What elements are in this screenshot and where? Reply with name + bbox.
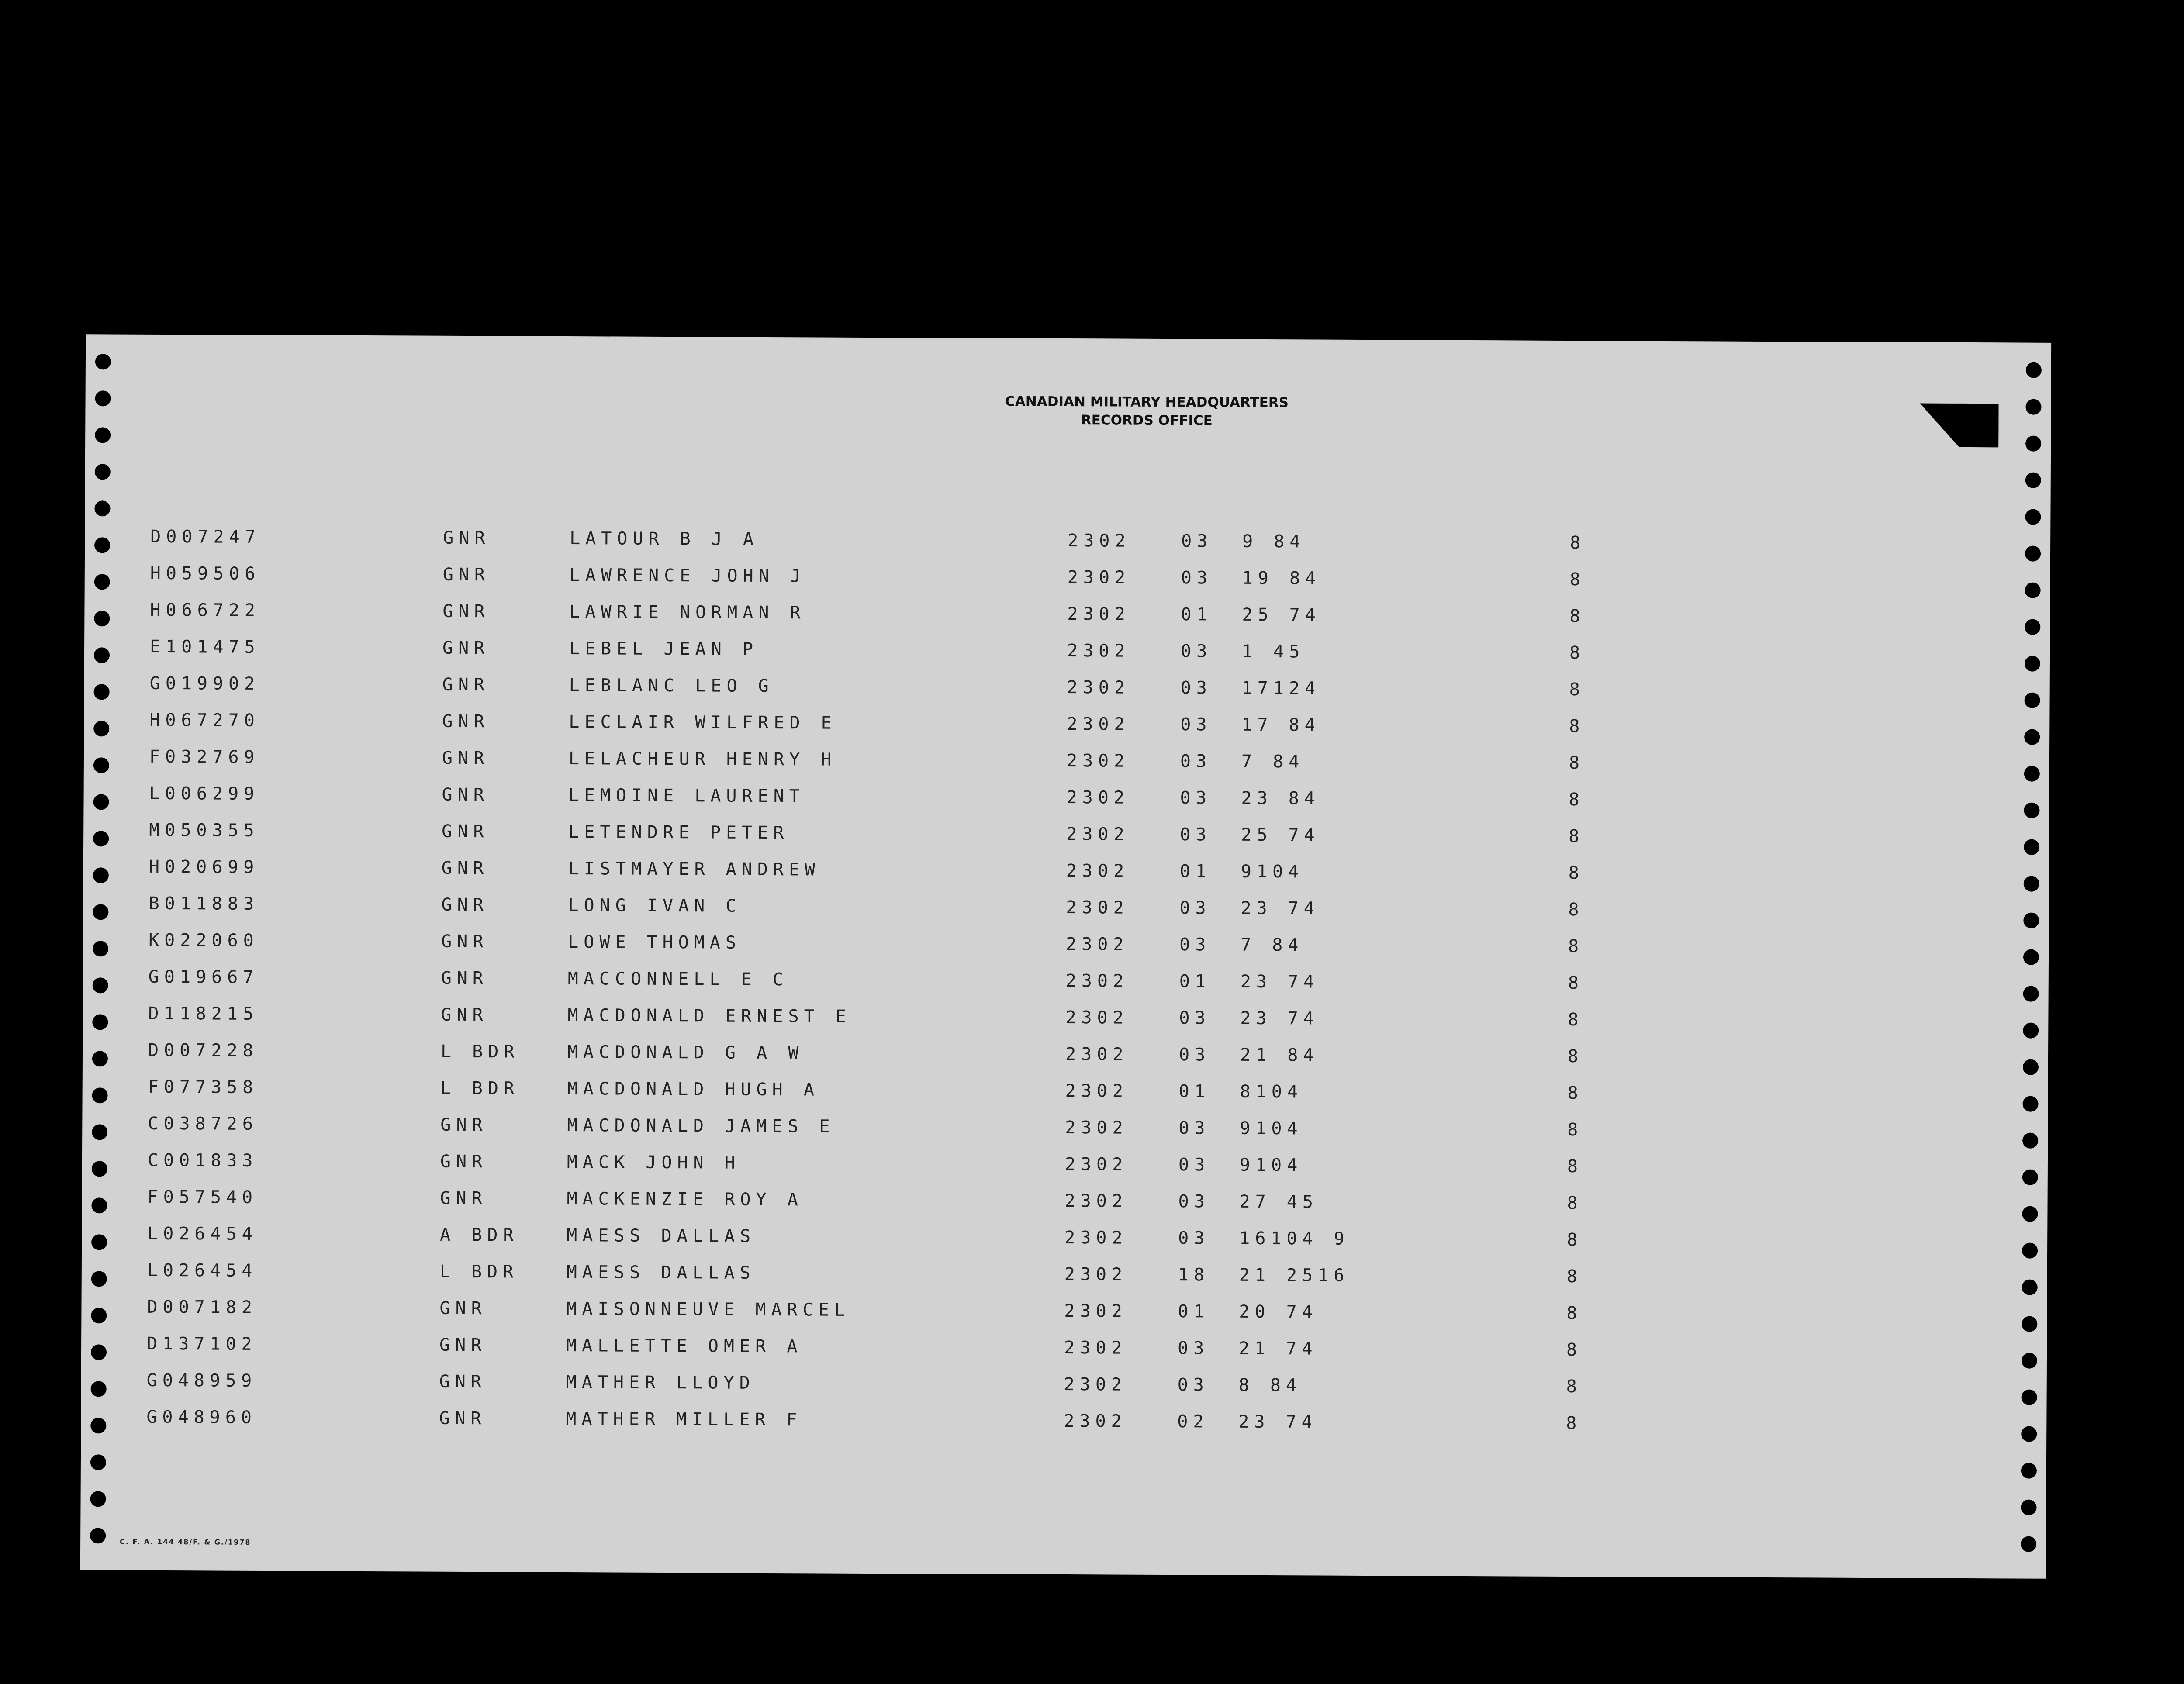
record-code: 2302	[1065, 1080, 1129, 1101]
record-last: 8	[1568, 973, 1584, 994]
record-code: 2302	[1064, 1337, 1127, 1358]
record-rank: GNR	[441, 968, 489, 989]
record-row	[83, 930, 2049, 965]
record-num1: 03	[1178, 1191, 1210, 1212]
record-id: L006299	[149, 783, 260, 804]
record-rank: GNR	[439, 1298, 487, 1319]
record-rank: GNR	[442, 748, 490, 769]
sprocket-hole	[93, 757, 109, 773]
record-code: 2302	[1065, 1007, 1129, 1028]
record-id: F032769	[149, 746, 260, 767]
record-num2: 25 74	[1241, 825, 1320, 845]
record-code: 2302	[1067, 567, 1131, 588]
form-footer: C. F. A. 144 48/F. & G./1978	[120, 1537, 251, 1546]
record-num2: 23 84	[1241, 788, 1320, 809]
record-row	[84, 746, 2049, 781]
record-num1: 03	[1180, 641, 1213, 662]
record-rank: GNR	[439, 1408, 487, 1429]
record-id: G019902	[149, 673, 260, 694]
record-code: 2302	[1064, 1154, 1128, 1175]
sprocket-hole	[90, 1454, 106, 1470]
record-name: LEBEL JEAN P	[569, 638, 759, 659]
record-name: MACKENZIE ROY A	[567, 1189, 803, 1210]
record-last: 8	[1569, 643, 1586, 663]
record-rank: GNR	[442, 784, 489, 805]
record-last: 8	[1566, 1340, 1583, 1360]
record-last: 8	[1566, 1303, 1583, 1324]
record-id: G048959	[146, 1370, 257, 1391]
record-last: 8	[1568, 1010, 1584, 1030]
record-num1: 03	[1179, 1008, 1211, 1028]
record-row	[83, 893, 2049, 928]
sprocket-hole	[2022, 1280, 2038, 1295]
record-num2: 20 74	[1239, 1301, 1318, 1322]
record-row	[81, 1370, 2047, 1405]
record-num1: 03	[1178, 1155, 1210, 1175]
record-row	[82, 1223, 2047, 1258]
record-code: 2302	[1065, 970, 1129, 991]
record-rank: L BDR	[439, 1261, 519, 1282]
record-num1: 03	[1179, 898, 1211, 918]
record-num2: 1 45	[1241, 641, 1305, 662]
record-row	[83, 1077, 2048, 1111]
sprocket-hole	[2025, 546, 2041, 562]
record-row	[83, 966, 2049, 1001]
record-name: MACDONALD JAMES E	[567, 1115, 835, 1137]
sprocket-hole	[2021, 1536, 2036, 1552]
record-num2: 8104	[1240, 1081, 1303, 1102]
record-id: F057540	[147, 1187, 258, 1208]
record-num2: 23 74	[1240, 971, 1320, 992]
record-last: 8	[1567, 1083, 1583, 1104]
record-id: H059506	[150, 563, 261, 584]
record-name: MALLETTE OMER A	[566, 1335, 803, 1357]
sheet-header	[906, 392, 1387, 431]
record-last: 8	[1566, 1413, 1582, 1434]
sprocket-hole	[91, 1234, 107, 1250]
record-name: LAWRENCE JOHN J	[569, 565, 806, 587]
sprocket-hole	[94, 537, 110, 553]
record-code: 2302	[1067, 714, 1130, 735]
record-num2: 8 84	[1238, 1375, 1302, 1396]
sprocket-hole	[2023, 1059, 2039, 1075]
record-num1: 03	[1180, 788, 1212, 808]
sprocket-hole	[2021, 1463, 2037, 1479]
sprocket-hole	[93, 904, 108, 920]
record-last: 8	[1567, 1230, 1583, 1250]
record-num2: 9104	[1239, 1155, 1303, 1176]
record-num1: 01	[1179, 861, 1212, 882]
sprocket-hole	[2025, 436, 2041, 452]
record-num1: 03	[1180, 714, 1212, 735]
record-rank: A BDR	[440, 1225, 519, 1246]
record-num1: 03	[1179, 935, 1211, 955]
record-code: 2302	[1067, 641, 1130, 661]
record-num2: 17 84	[1241, 714, 1320, 735]
record-num2: 21 74	[1238, 1338, 1318, 1359]
record-rank: GNR	[442, 821, 489, 842]
record-id: K022060	[149, 930, 259, 951]
record-row	[84, 673, 2050, 708]
sprocket-hole	[2022, 1243, 2038, 1259]
sprocket-hole	[2022, 1316, 2037, 1332]
record-num1: 03	[1181, 531, 1213, 552]
record-last: 8	[1567, 1120, 1583, 1140]
record-id: L026454	[147, 1223, 258, 1244]
record-name: MATHER MILLER F	[566, 1409, 802, 1430]
record-num1: 03	[1178, 1118, 1210, 1139]
record-last: 8	[1568, 936, 1584, 957]
record-code: 2302	[1066, 751, 1130, 771]
record-code: 2302	[1068, 531, 1131, 551]
record-rank: GNR	[440, 1151, 488, 1172]
record-num2: 9104	[1240, 1118, 1303, 1139]
record-last: 8	[1570, 533, 1586, 553]
record-code: 2302	[1064, 1227, 1128, 1248]
record-last: 8	[1569, 680, 1585, 700]
record-id: G048960	[146, 1407, 257, 1428]
record-name: LATOUR B J A	[570, 528, 759, 549]
sprocket-hole	[2022, 1170, 2038, 1185]
record-name: LAWRIE NORMAN R	[569, 602, 806, 623]
record-code: 2302	[1065, 1117, 1128, 1138]
sprocket-hole	[95, 390, 111, 406]
printout-sheet	[80, 334, 2051, 1579]
record-rank: GNR	[443, 528, 491, 549]
record-rank: GNR	[440, 1115, 488, 1135]
record-num2: 9 84	[1242, 531, 1306, 552]
sprocket-hole	[2024, 876, 2039, 892]
record-rank: GNR	[440, 1188, 487, 1209]
corner-triangle-mark	[1920, 404, 1998, 448]
record-id: L026454	[147, 1260, 258, 1281]
sprocket-hole	[2026, 362, 2042, 378]
record-id: H067270	[149, 710, 260, 731]
sprocket-hole	[92, 1014, 108, 1030]
record-code: 2302	[1067, 604, 1130, 625]
record-name: MAISONNEUVE MARCEL	[566, 1299, 850, 1320]
record-row	[82, 1150, 2048, 1185]
record-code: 2302	[1067, 677, 1130, 698]
record-num1: 03	[1180, 825, 1212, 845]
record-code: 2302	[1064, 1191, 1128, 1211]
sprocket-hole	[2021, 1426, 2037, 1442]
record-code: 2302	[1065, 1044, 1129, 1065]
sprocket-hole	[91, 1271, 107, 1287]
record-num1: 03	[1178, 1045, 1211, 1065]
record-row	[84, 600, 2050, 635]
record-num2: 7 84	[1241, 935, 1304, 956]
record-name: MAESS DALLAS	[566, 1262, 756, 1283]
sprocket-hole	[2022, 1133, 2038, 1149]
sprocket-hole	[2025, 693, 2040, 708]
record-last: 8	[1569, 826, 1585, 847]
record-id: D118215	[148, 1003, 259, 1024]
record-rank: L BDR	[440, 1078, 520, 1099]
record-rank: GNR	[439, 1335, 487, 1356]
record-name: MACDONALD ERNEST E	[567, 1005, 851, 1027]
record-rank: GNR	[442, 711, 490, 732]
header-line-1: CANADIAN MILITARY HEADQUARTERS	[1005, 393, 1289, 411]
record-rank: GNR	[441, 1004, 488, 1025]
record-row	[82, 1113, 2048, 1148]
sprocket-hole	[94, 684, 110, 700]
record-num2: 21 84	[1240, 1045, 1319, 1066]
record-num1: 01	[1181, 604, 1213, 625]
sprocket-hole	[2022, 1353, 2037, 1369]
record-id: D137102	[147, 1333, 257, 1354]
record-num2: 23 74	[1240, 1008, 1319, 1029]
record-row	[85, 563, 2050, 598]
record-row	[85, 526, 2050, 561]
sprocket-hole	[93, 977, 108, 993]
record-code: 2302	[1064, 1411, 1127, 1432]
record-last: 8	[1568, 863, 1585, 883]
record-rank: GNR	[442, 674, 490, 695]
record-num1: 01	[1178, 1081, 1210, 1102]
sprocket-hole	[94, 611, 110, 626]
record-row	[83, 1003, 2048, 1038]
sprocket-hole	[2025, 509, 2041, 525]
sprocket-hole	[90, 1491, 106, 1507]
sprocket-hole	[2023, 949, 2039, 965]
record-name: LELACHEUR HENRY H	[568, 749, 837, 770]
sprocket-hole	[94, 574, 110, 590]
record-id: D007247	[150, 526, 261, 547]
record-last: 8	[1566, 1266, 1583, 1287]
sprocket-hole	[91, 1308, 107, 1323]
record-code: 2302	[1066, 861, 1130, 881]
record-num1: 01	[1179, 971, 1211, 992]
record-rank: GNR	[439, 1371, 487, 1392]
sprocket-hole	[93, 794, 109, 810]
sprocket-hole	[95, 464, 111, 480]
sprocket-hole	[2022, 1206, 2038, 1222]
record-name: LISTMAYER ANDREW	[568, 859, 821, 880]
sprocket-hole	[92, 1161, 107, 1177]
record-rank: GNR	[441, 931, 489, 952]
record-num1: 03	[1178, 1228, 1210, 1249]
record-num1: 02	[1177, 1411, 1209, 1432]
record-name: MACDONALD G A W	[567, 1042, 804, 1063]
sprocket-hole	[94, 647, 110, 663]
record-num2: 23 74	[1238, 1411, 1317, 1432]
record-rank: GNR	[441, 894, 489, 915]
record-id: B011883	[149, 893, 259, 914]
sprocket-hole	[94, 500, 110, 516]
record-num1: 03	[1181, 568, 1213, 588]
record-num1: 01	[1178, 1301, 1209, 1322]
sprocket-hole	[91, 1381, 107, 1397]
record-code: 2302	[1066, 897, 1129, 918]
record-code: 2302	[1066, 824, 1130, 845]
record-row	[84, 636, 2050, 671]
record-id: E101475	[149, 636, 260, 657]
record-id: D007228	[148, 1040, 259, 1061]
record-num2: 9104	[1241, 861, 1304, 882]
record-num1: 03	[1177, 1338, 1209, 1359]
sprocket-hole	[2024, 729, 2040, 745]
sprocket-hole	[91, 1344, 107, 1360]
record-last: 8	[1568, 900, 1584, 920]
record-id: F077358	[148, 1077, 259, 1097]
record-name: LOWE THOMAS	[568, 932, 742, 953]
record-num2: 27 45	[1239, 1191, 1319, 1212]
record-code: 2302	[1064, 1374, 1127, 1395]
sprocket-hole	[91, 1197, 107, 1213]
record-last: 8	[1566, 1377, 1582, 1397]
sprocket-hole	[2022, 1096, 2038, 1112]
sprocket-hole	[2025, 619, 2040, 635]
record-last: 8	[1567, 1046, 1584, 1067]
record-code: 2302	[1064, 1264, 1128, 1285]
sprocket-hole	[2024, 803, 2039, 818]
record-row	[82, 1187, 2047, 1222]
record-id: C038726	[148, 1113, 258, 1134]
record-id: H020699	[149, 856, 259, 877]
record-id: D007182	[147, 1297, 258, 1318]
record-name: LONG IVAN C	[568, 895, 742, 916]
record-row	[81, 1297, 2047, 1332]
record-num2: 21 2516	[1239, 1265, 1350, 1286]
record-last: 8	[1567, 1156, 1583, 1177]
record-last: 8	[1569, 569, 1586, 590]
record-num1: 18	[1178, 1265, 1210, 1285]
record-name: MACCONNELL E C	[567, 969, 789, 990]
sprocket-hole	[92, 1124, 107, 1140]
record-last: 8	[1567, 1193, 1583, 1214]
record-row	[83, 783, 2049, 818]
sprocket-hole	[90, 1418, 106, 1433]
sprocket-hole	[2023, 986, 2039, 1002]
record-rank: GNR	[441, 858, 489, 879]
record-name: LETENDRE PETER	[568, 822, 789, 843]
record-name: MAESS DALLAS	[567, 1225, 756, 1246]
record-name: LEMOINE LAURENT	[568, 785, 805, 807]
record-row	[84, 710, 2049, 745]
sprocket-hole	[95, 427, 111, 443]
sprocket-hole	[2024, 839, 2039, 855]
sprocket-hole	[92, 1051, 108, 1066]
record-last: 8	[1569, 790, 1585, 810]
header-line-2: RECORDS OFFICE	[1081, 412, 1213, 429]
sprocket-hole	[92, 1087, 108, 1103]
sprocket-hole	[2025, 399, 2041, 415]
sprocket-hole	[93, 831, 109, 846]
sprocket-hole	[93, 941, 108, 956]
record-id: H066722	[150, 600, 261, 621]
record-num2: 17124	[1241, 678, 1321, 699]
record-num2: 23 74	[1241, 898, 1320, 919]
sprocket-hole	[2023, 1023, 2039, 1039]
sprocket-hole	[93, 867, 109, 883]
sprocket-hole	[2024, 766, 2040, 782]
record-name: MACDONALD HUGH A	[567, 1079, 820, 1100]
record-name: LEBLANC LEO G	[569, 675, 774, 697]
record-code: 2302	[1066, 787, 1130, 808]
sprocket-hole	[93, 721, 109, 736]
record-last: 8	[1569, 716, 1585, 737]
record-id: M050355	[149, 820, 259, 841]
record-id: G019667	[148, 966, 259, 987]
record-id: C001833	[147, 1150, 258, 1171]
record-rank: L BDR	[440, 1041, 520, 1062]
record-num1: 03	[1180, 678, 1212, 698]
record-rank: GNR	[442, 564, 491, 585]
record-row	[83, 856, 2049, 891]
record-rank: GNR	[442, 638, 490, 659]
record-num2: 16104 9	[1239, 1228, 1350, 1249]
sprocket-hole	[2021, 1500, 2036, 1515]
sprocket-hole	[2023, 913, 2039, 928]
record-name: LECLAIR WILFRED E	[569, 712, 837, 733]
record-code: 2302	[1064, 1301, 1127, 1322]
sprocket-hole	[2025, 473, 2041, 488]
record-last: 8	[1569, 606, 1586, 627]
record-name: MATHER LLOYD	[566, 1372, 755, 1393]
sprocket-hole	[95, 354, 111, 369]
record-name: MACK JOHN H	[567, 1152, 740, 1173]
record-rank: GNR	[442, 601, 490, 622]
record-num1: 03	[1180, 751, 1212, 772]
record-row	[83, 1040, 2048, 1075]
record-num2: 25 74	[1242, 604, 1321, 625]
record-code: 2302	[1066, 934, 1129, 955]
sprocket-hole	[2025, 583, 2041, 598]
record-row	[83, 820, 2049, 855]
record-num2: 7 84	[1241, 751, 1305, 772]
sprocket-hole	[2025, 656, 2040, 672]
sprocket-hole	[90, 1528, 106, 1543]
record-last: 8	[1569, 753, 1585, 773]
record-row	[82, 1260, 2047, 1295]
record-row	[81, 1407, 2046, 1442]
sprocket-hole	[2022, 1390, 2037, 1405]
record-row	[81, 1333, 2047, 1368]
record-num2: 19 84	[1242, 568, 1321, 589]
record-num1: 03	[1177, 1375, 1209, 1395]
